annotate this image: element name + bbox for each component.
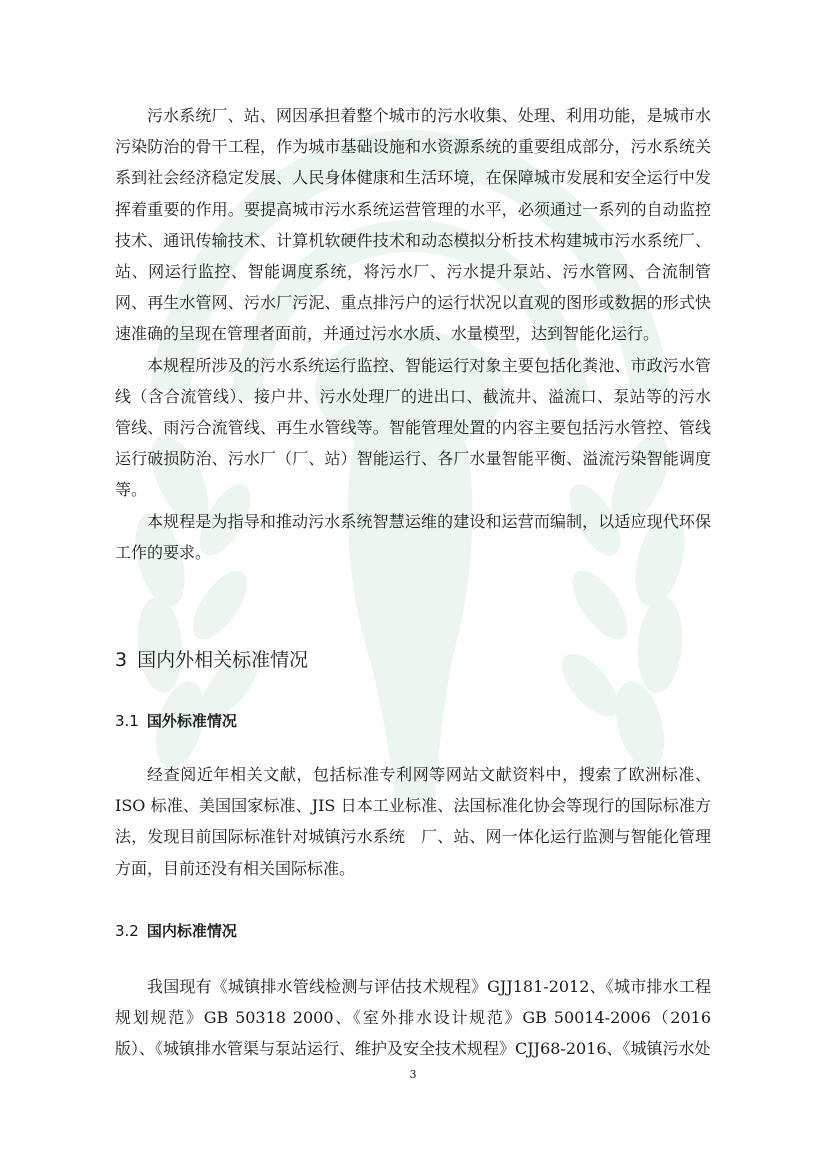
intro-paragraph-3: 本规程是为指导和推动污水系统智慧运维的建设和运营而编制，以适应现代环保工作的要求。 [115, 511, 711, 562]
intro-paragraph-1: 污水系统厂、站、网因承担着整个城市的污水收集、处理、利用功能，是城市水污染防治的骨干工程，作为城市基础设施和水资源系统的重要组成部分，污水系统关系到社会经济稳定发展、人民身体健康和生活环境，在保障城市发展和安全运行中发挥着重要的作用。要提高城市污水系统运营管理的水平，必须通过一系列的自动监控技术、通讯传输技术、计算机软硬件技术和动态模拟分析技术构建城市污水系统厂、站、网运行监控、智能调度系统，将污水厂、污水提升泵站、污水管网、合流制管网、再生水管网、污水厂污泥、重点排污户的运行状况以直观的图形或数据的形式快速准确的呈现在管理者面前，并通过污水水质、水量模型，达到智能化运行。 [115, 106, 711, 344]
section-3-2-title: 国内标准情况 [146, 922, 237, 940]
page-number: 3 [409, 1068, 417, 1081]
intro-paragraph-2: 本规程所涉及的污水系统运行监控、智能运行对象主要包括化粪池、市政污水管线（含合流管线）、接户井、污水处理厂的进出口、截流井、溢流口、泵站等的污水管线、雨污合流管线、再生水管线等。智能管理处置的内容主要包括污水管控、管线运行破损防治、污水厂（厂、站）智能运行、各厂水量智能平衡、溢流污染智能调度等。 [115, 355, 711, 500]
section-3-2-paragraph: 我国现有《城镇排水管线检测与评估技术规程》GJJ181-2012、《城市排水工程规划规范》GB 50318 2000、《室外排水设计规范》GB 50014-2006（2016 版）、《城镇排水管渠与泵站运行、维护及安全技术规程》CJJ68-2016、《城镇污水处 [115, 977, 711, 1059]
section-3-1-title: 国外标准情况 [146, 712, 237, 730]
section-3-1-paragraph: 经查阅近年相关文献，包括标准专利网等网站文献资料中，搜索了欧洲标准、ISO 标准、美国国家标准、JIS 日本工业标准、法国标准化协会等现行的国际标准方法，发现目前国际标准针对城镇污水系统 厂、站、网一体化运行监测与智能化管理方面，目前还没有相关国际标准。 [115, 765, 711, 878]
section-3-1-number: 3.1 [115, 712, 139, 730]
section-3-title: 国内外相关标准情况 [137, 649, 309, 671]
section-3-heading [115, 648, 308, 672]
section-3-2-number: 3.2 [115, 922, 139, 940]
document-content [115, 100, 711, 1059]
section-3-2-heading [115, 921, 237, 941]
section-3-1-heading [115, 711, 237, 731]
section-3-number: 3 [115, 649, 128, 671]
